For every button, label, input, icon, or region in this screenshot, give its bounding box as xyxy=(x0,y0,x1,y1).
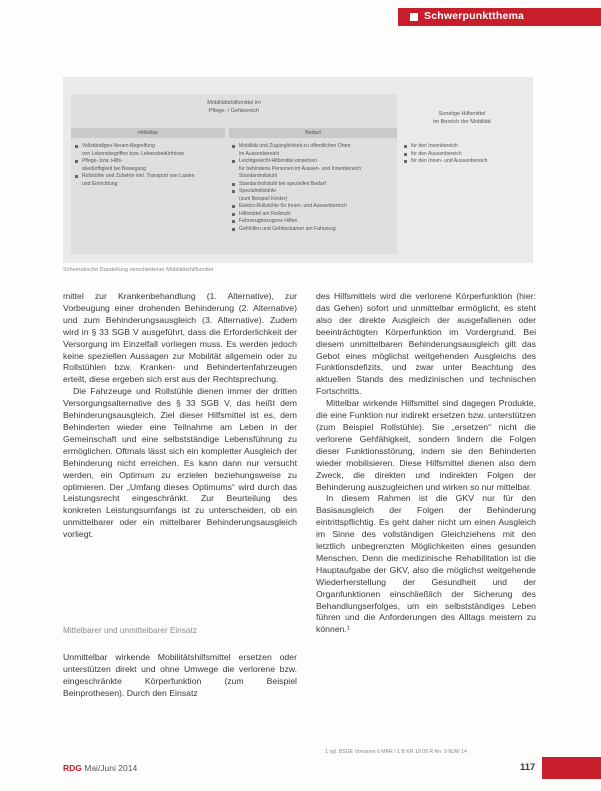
figure-subheader-middle: Bedarf xyxy=(229,128,397,138)
figure-column-1 xyxy=(74,143,224,188)
figure-col2-item: Fahrzeugbezogene Hilfen xyxy=(231,218,396,226)
figure-col1-item: Pflege- bzw. Hilfs- sbedürftigkeit bei Bewegung xyxy=(74,158,224,173)
footer-journal-brand: RDG xyxy=(63,763,82,773)
figure-col2-item: Gehhilfen und Gehbockarten am Fahrzeug xyxy=(231,226,396,234)
figure-column-3 xyxy=(403,143,528,166)
figure-col2-item: Elektro-Rollstühle für Innen- und Aussenbereich xyxy=(231,203,396,211)
footnote: 1 vgl. BSGE Vorname 6 MAR / 1 B KR 19 09 R Rn. 9 NJW 14 xyxy=(325,749,467,755)
footer-accent-bar xyxy=(542,757,601,779)
figure-col2-item: Standardrollstuhl bei speziellen Bedarf xyxy=(231,181,396,189)
figure-col2-item: Mobilität und Zugänglichkeit zu öffentlichen Orten im Aussenbereich xyxy=(231,143,396,158)
figure-subheader-left: mittelbar xyxy=(71,128,225,138)
figure-col2-item: Leichtgewicht-Hilfsmittel einsetzen für behinderte Personen im Aussen- und Innenbereich Standardrollstuhl xyxy=(231,158,396,181)
body-column-right xyxy=(316,291,536,636)
footer-journal-issue: Mai/Juni 2014 xyxy=(81,763,138,773)
body-paragraph: mittel zur Krankenbehandlung (1. Alternative), zur Vorbeugung einer drohenden Behinderung (2. Alternative) und zum Behinderungsausgleich (3. Alternative). Zudem wird in § 33 SGB V ausgeführt, dass die Erforderlichkeit der Versorgung im Einzelfall vorliegen muss. Es werden jedoch keine speziellen Aussagen zur Mobilität allgemein oder zu Rollstühlen bzw. Kranken- und Behindertenfahrzeugen erteilt, diese ergeben sich erst aus der Rechtsprechung. xyxy=(63,291,297,385)
body-paragraph: In diesem Rahmen ist die GKV nur für den Basisausgleich der Folgen der Behinderung eintrittspflichtig. Es geht daher nicht um einen Ausgleich im Sinne des vollständigen Gleichziehens mit den letztlich unbegrenzten Möglichkeiten eines gesunden Menschen. Denn die medizinische Rehabilitation ist die Hauptaufgabe der GKV, also die möglichst weitgehende Wiederherstellung der Gesundheit und der Organfunktionen einschließlich der Sicherung des Behandlungserfolges, um ein selbstständiges Leben führen und die Anforderungen des Alltags meistern zu können.¹ xyxy=(316,493,536,635)
body-column-left-lower xyxy=(63,652,297,700)
figure-col1-item: Vollständiges Neuen-Begreifung von Lebensbegriffen bzw. Lebensbedürfnisse xyxy=(74,143,224,158)
figure-right-header: Sonstige Hilfsmittel im Bereich der Mobilität xyxy=(433,111,491,125)
body-paragraph: des Hilfsmittels wird die verlorene Körperfunktion (hier: das Gehen) sofort und unmittelbar ermöglicht, es steht also der direkte Ausgleich der ausgefallenen oder beeinträchtigten Körperfunktion im Vordergrund. Bei diesem unmittelbaren Behinderungsausgleich gilt das Gebot eines möglichst weitgehenden Ausgleichs des Funktionsdefizits, und zwar unter Beachtung des aktuellen Stands des medizinischen und technischen Fortschritts. xyxy=(316,291,536,397)
figure-col2-item: Hilfsmittel am Rollstuhl xyxy=(231,211,396,219)
body-paragraph: Unmittelbar wirkende Mobilitätshilfsmittel ersetzen oder unterstützen direkt und ohne Umwege die verlorene bzw. eingeschränkte Körperfunktion (zum Beispiel Beinprothesen). Durch den Einsatz xyxy=(63,652,297,698)
figure-col3-item: für den Innen- und Aussenbereich xyxy=(403,158,528,166)
figure-col1-item: Rollstühle und Zubehör inkl. Transport von Lasten und Einrichtung xyxy=(74,173,224,188)
figure-column-2 xyxy=(231,143,396,233)
page-number: 117 xyxy=(520,762,536,773)
figure-col3-item: für den Aussenbereich xyxy=(403,151,528,159)
section-subheading: Mittelbarer und unmittelbarer Einsatz xyxy=(63,626,197,635)
figure-left-header: Mobilitätshilfsmittel im Pflege- / Gehbereich xyxy=(207,100,261,114)
section-marker-square xyxy=(410,13,418,21)
section-title: Schwerpunktthema xyxy=(424,10,525,22)
body-paragraph: Die Fahrzeuge und Rollstühle dienen immer der dritten Versorgungsalternative des § 33 SGB V, das heißt dem Behinderungsausgleich. Ziel dieser Hilfsmittel ist es, dem Behinderten wieder eine Teilnahme am Leben in der Gemeinschaft und eine selbstständige Lebensführung zu ermöglichen. Oftmals lässt sich ein kompletter Ausgleich der Behinderung nicht erreichen. Es kann dann nur versucht werden, ein Optimum zu erzielen beziehungsweise zu optimieren. Der „Umfang dieses Optimums“ wird durch das Leistungsrecht eingeschränkt. Zur Beurteilung des konkreten Leistungsumfangs ist zu unterscheiden, ob ein unmittelbarer oder ein mittelbarer Behinderungsausgleich vorliegt. xyxy=(63,386,297,540)
footer-journal-info xyxy=(63,763,137,773)
figure-col2-item: Spezialrollstühle (zum Beispiel Kinder) xyxy=(231,188,396,203)
body-paragraph: Mittelbar wirkende Hilfsmittel sind dagegen Produkte, die eine Funktion nur indirekt ersetzen bzw. unterstützen (zum Beispiel Rollstühle). Sie „ersetzen“ nicht die verlorene Gehfähigkeit, sondern lindern die Folgen dieser Funktionsstörung, indem sie den Behinderten wieder mobilisieren. Diese Hilfsmittel dienen also dem Zweck, die direkten und indirekten Folgen der Behinderung auszugleichen und wirken so nur mittelbar. xyxy=(316,398,536,492)
body-column-left xyxy=(63,291,297,541)
figure-col3-item: für den Innenbereich xyxy=(403,143,528,151)
figure-caption: Schematische Darstellung verschiedener Mobilitätshilfsmittel xyxy=(63,267,214,273)
